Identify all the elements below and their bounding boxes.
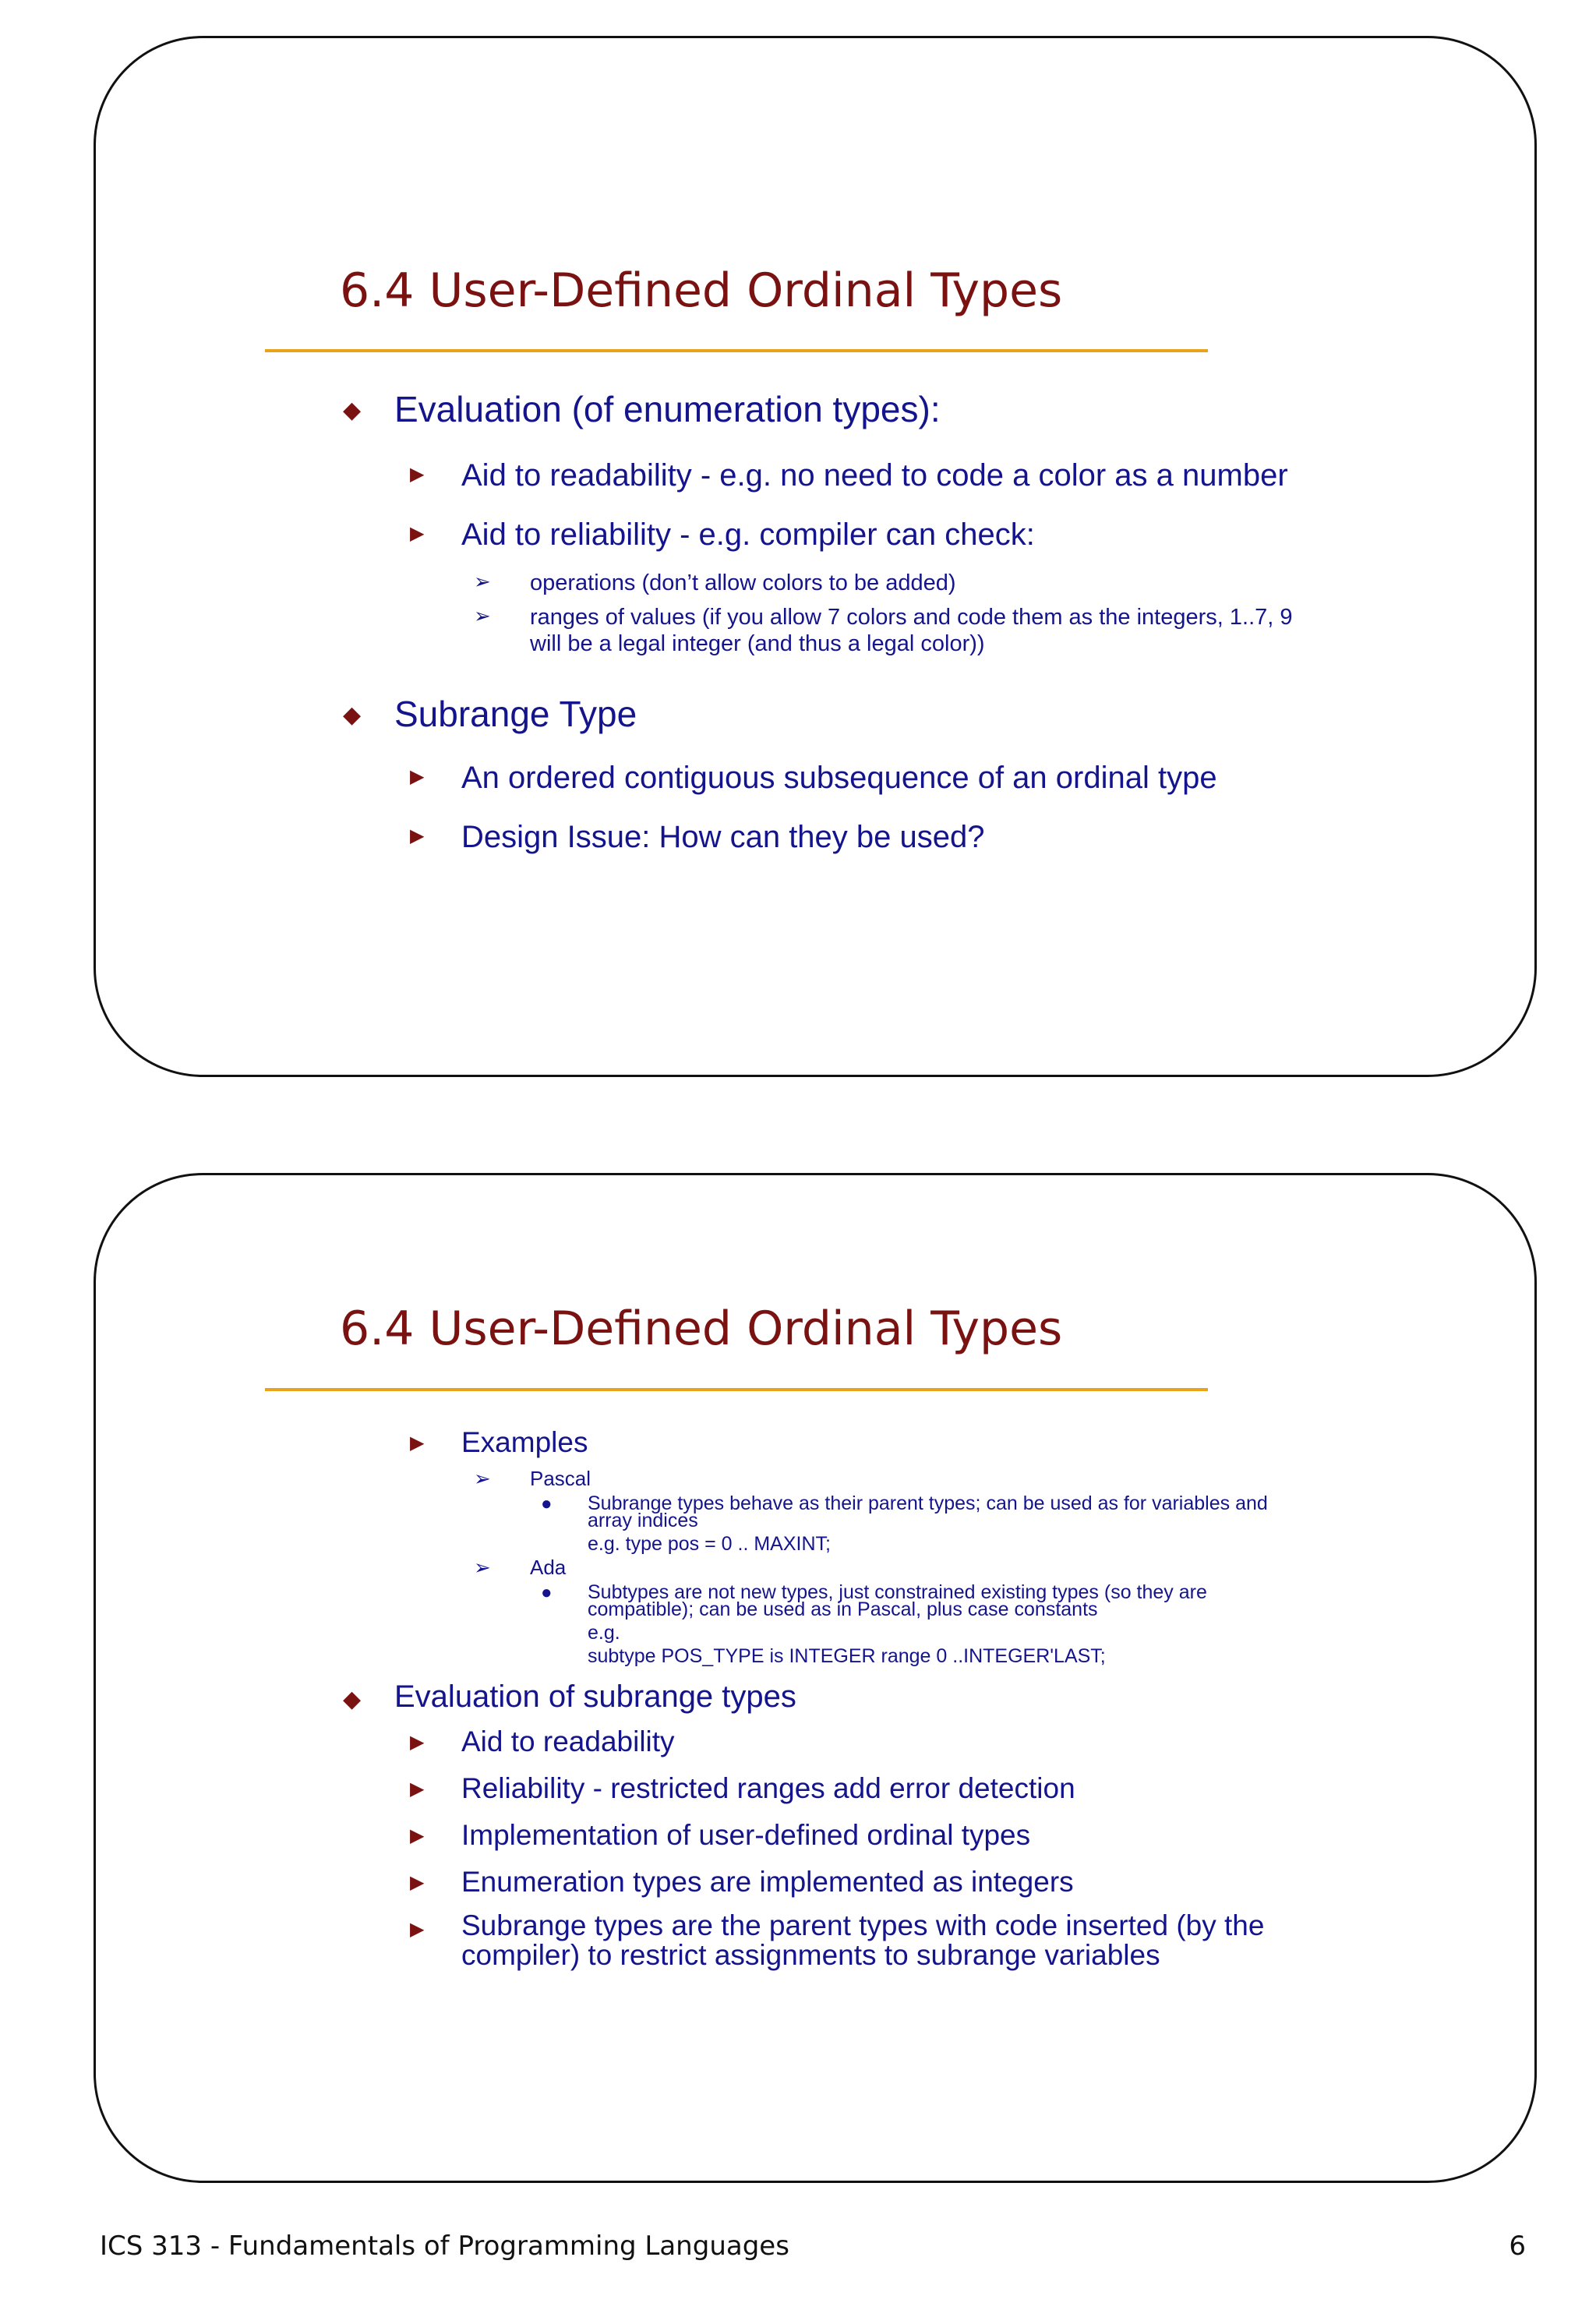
- slide-title: 6.4 User-Defined Ordinal Types: [340, 263, 1063, 318]
- bullet-text: Aid to readability: [461, 1725, 675, 1757]
- dot-bullet-icon: ●: [541, 1493, 553, 1514]
- sub-detail-item: [343, 1581, 1301, 1620]
- diamond-bullet-icon: ◆: [343, 397, 362, 423]
- bullet-text: Evaluation (of enumeration types):: [394, 389, 941, 429]
- triangle-bullet-icon: ▶: [410, 1778, 425, 1800]
- sub-bullet-item: [343, 818, 1301, 857]
- course-footer: ICS 313 - Fundamentals of Programming Languages: [100, 2231, 789, 2262]
- sub-bullet-item: [343, 456, 1301, 495]
- title-underline: [265, 1388, 1208, 1391]
- bullet-text: An ordered contiguous subsequence of an ordinal type: [461, 761, 1217, 795]
- arrowhead-bullet-icon: ➢: [474, 1556, 491, 1579]
- sub-detail-text: Subrange types behave as their parent types; can be used as for variables and array indices: [588, 1492, 1268, 1531]
- bullet-text: Evaluation of subrange types: [394, 1680, 796, 1714]
- sub-bullet-item: [343, 1911, 1301, 1970]
- triangle-bullet-icon: ▶: [410, 464, 425, 485]
- detail-item: [343, 1556, 1301, 1579]
- detail-text: Pascal: [530, 1467, 591, 1490]
- sub-bullet-item: [343, 1771, 1301, 1807]
- sub-bullet-item: [343, 1724, 1301, 1760]
- triangle-bullet-icon: ▶: [410, 1872, 425, 1893]
- triangle-bullet-icon: ▶: [410, 523, 425, 544]
- dot-bullet-icon: ●: [541, 1582, 553, 1603]
- diamond-bullet-icon: ◆: [343, 1687, 362, 1712]
- code-example: e.g.: [588, 1622, 620, 1644]
- code-example: e.g. type pos = 0 .. MAXINT;: [588, 1533, 831, 1555]
- arrowhead-bullet-icon: ➢: [474, 1467, 491, 1490]
- sub-bullet-item: [343, 515, 1301, 554]
- bullet-text: Implementation of user-defined ordinal types: [461, 1819, 1031, 1851]
- detail-item: [343, 1467, 1301, 1490]
- sub-bullet-item: [343, 1817, 1301, 1853]
- slide-body: [343, 1425, 1301, 1970]
- bullet-text: Subrange types are the parent types with code inserted (by the compiler) to restrict assignments to subrange variables: [461, 1909, 1265, 1971]
- triangle-bullet-icon: ▶: [410, 1919, 425, 1940]
- bullet-text: Enumeration types are implemented as integers: [461, 1866, 1074, 1898]
- bullet-text: Examples: [461, 1426, 588, 1458]
- bullet-text: Design Issue: How can they be used?: [461, 820, 985, 854]
- triangle-bullet-icon: ▶: [410, 825, 425, 846]
- triangle-bullet-icon: ▶: [410, 1432, 425, 1453]
- detail-text: ranges of values (if you allow 7 colors and code them as the integers, 1..7, 9 will be a legal integer (and thus a legal color)): [530, 605, 1293, 656]
- bullet-text: Subrange Type: [394, 694, 637, 734]
- detail-item: [343, 604, 1301, 657]
- bullet-text: Aid to reliability - e.g. compiler can check:: [461, 517, 1035, 552]
- detail-text: Ada: [530, 1556, 567, 1579]
- sub-detail-item: [343, 1492, 1301, 1531]
- triangle-bullet-icon: ▶: [410, 1732, 425, 1753]
- triangle-bullet-icon: ▶: [410, 766, 425, 787]
- triangle-bullet-icon: ▶: [410, 1825, 425, 1846]
- bullet-item: [343, 693, 1301, 735]
- detail-item: [343, 570, 1301, 596]
- bullet-text: Aid to readability - e.g. no need to code a color as a number: [461, 458, 1288, 493]
- code-example: subtype POS_TYPE is INTEGER range 0 ..INTEGER'LAST;: [588, 1645, 1106, 1667]
- arrowhead-bullet-icon: ➢: [474, 604, 491, 627]
- sub-bullet-item: [343, 1425, 1301, 1461]
- page-number: 6: [1509, 2231, 1526, 2262]
- bullet-item: [343, 388, 1301, 430]
- sub-bullet-item: [343, 758, 1301, 797]
- detail-text: operations (don’t allow colors to be added): [530, 570, 956, 595]
- bullet-text: Reliability - restricted ranges add error detection: [461, 1772, 1075, 1804]
- title-underline: [265, 349, 1208, 352]
- slide-title: 6.4 User-Defined Ordinal Types: [340, 1302, 1063, 1356]
- arrowhead-bullet-icon: ➢: [474, 570, 491, 593]
- sub-bullet-item: [343, 1864, 1301, 1900]
- diamond-bullet-icon: ◆: [343, 702, 362, 728]
- sub-detail-text: Subtypes are not new types, just constrained existing types (so they are compatible); can be used as in Pascal, plus case constants: [588, 1581, 1207, 1620]
- bullet-item: [343, 1677, 1301, 1716]
- slide-body: [343, 388, 1301, 857]
